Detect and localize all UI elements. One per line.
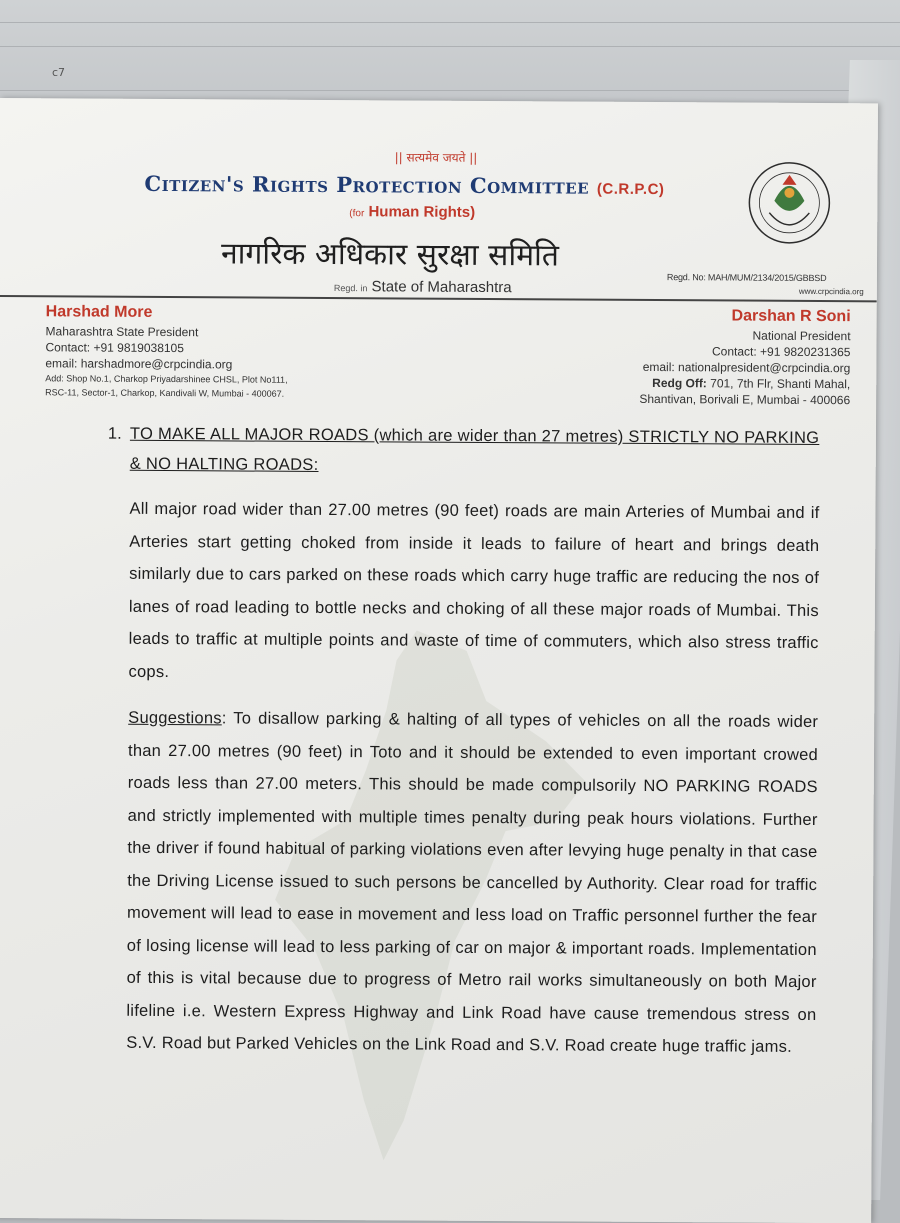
website: www.crpcindia.org bbox=[798, 286, 864, 297]
regd-state: State of Maharashtra bbox=[371, 278, 512, 297]
org-subtitle bbox=[349, 203, 475, 221]
for-prefix: (for bbox=[349, 208, 365, 220]
office-line-2: Shantivan, Borivali E, Mumbai - 400066 bbox=[639, 391, 851, 408]
background-paper bbox=[0, 0, 900, 110]
section-paragraph: All major road wider than 27.00 metres (90 feet) roads are main Arteries of Mumbai and if Arteries start getting choked from inside it leads to failure of heart and brings death similarly due to cars parked on these roads which carry huge traffic are reducing the nos of lanes of road leading to bottle necks and choking of all these major roads of Mumbai. This leads to traffic at multiple points and waste of time of commuters, which also stress traffic cops. bbox=[128, 499, 820, 681]
suggestions-paragraph bbox=[126, 702, 818, 1064]
left-contact-email: email: harshadmore@crpcindia.org bbox=[45, 356, 233, 372]
left-contact-block bbox=[45, 303, 376, 401]
office-label: Redg Off: bbox=[652, 375, 707, 391]
regd-prefix: Regd. in bbox=[333, 283, 368, 294]
pen-mark: c7 bbox=[52, 66, 66, 79]
right-contact-block bbox=[520, 306, 851, 408]
office-line-1: 701, 7th Flr, Shanti Mahal, bbox=[710, 376, 851, 392]
left-contact-address-1: Add: Shop No.1, Charkop Priyadarshinee CHSL, Plot No111, bbox=[45, 373, 288, 385]
header-divider bbox=[0, 295, 877, 302]
section-heading bbox=[108, 419, 820, 483]
right-contact-email: email: nationalpresident@crpcindia.org bbox=[642, 359, 851, 376]
motto: || सत्यमेव जयते || bbox=[394, 150, 478, 165]
org-name: Citizen's Rights Protection Committee bbox=[144, 170, 590, 199]
org-abbreviation: (C.R.P.C) bbox=[596, 180, 665, 199]
letter-body bbox=[104, 419, 820, 1064]
right-contact-office bbox=[520, 374, 850, 392]
crpc-seal-logo bbox=[744, 141, 835, 274]
right-contact-name: Darshan R Soni bbox=[731, 307, 851, 326]
left-contact-title: Maharashtra State President bbox=[45, 324, 199, 340]
left-contact-phone: Contact: +91 9819038105 bbox=[45, 340, 184, 356]
right-contact-phone: Contact: +91 9820231365 bbox=[711, 344, 851, 360]
section-heading-text: TO MAKE ALL MAJOR ROADS (which are wider than 27 metres) STRICTLY NO PARKING & NO HALTING ROADS: bbox=[129, 424, 820, 474]
org-title bbox=[144, 171, 664, 199]
registration-state bbox=[334, 278, 512, 296]
org-hindi-name: नागरिक अधिकार सुरक्षा समिति bbox=[220, 236, 560, 274]
section-number: 1. bbox=[107, 424, 122, 443]
letter-page bbox=[0, 98, 878, 1223]
right-contact-title: National President bbox=[752, 328, 851, 344]
left-contact-name: Harshad More bbox=[45, 303, 153, 321]
suggestions-label: Suggestions bbox=[128, 708, 222, 728]
registration-number: Regd. No: MAH/MUM/2134/2015/GBBSD bbox=[666, 272, 827, 284]
suggestions-text: : To disallow parking & halting of all types of vehicles on all the roads wider than 27.00 metres (90 feet) in Toto and it should be extended to even important crowed roads less than 27.00 meters. This should be made compulsorily NO PARKING ROADS and strictly implemented with multiple times penalty during peak hours violations. Further the driver if found habitual of parking violations even after levying huge penalty in that case the Driving License issued to such persons be cancelled by Authority. Clear road for traffic movement will lead to ease in movement and less load on Traffic personnel further the fear of losing license will lead to less parking of car on major & important roads. Implementation of this is vital because due to progress of Metro rail works simultaneously on both Major lifeline i.e. Western Express Highway and Link Road have cause tremendous stress on S.V. Road but Parked Vehicles on the Link Road and S.V. Road create huge traffic jams. bbox=[126, 709, 819, 1056]
for-text: Human Rights) bbox=[368, 203, 476, 221]
left-contact-address-2: RSC-11, Sector-1, Charkop, Kandivali W, Mumbai - 400067. bbox=[45, 387, 285, 399]
